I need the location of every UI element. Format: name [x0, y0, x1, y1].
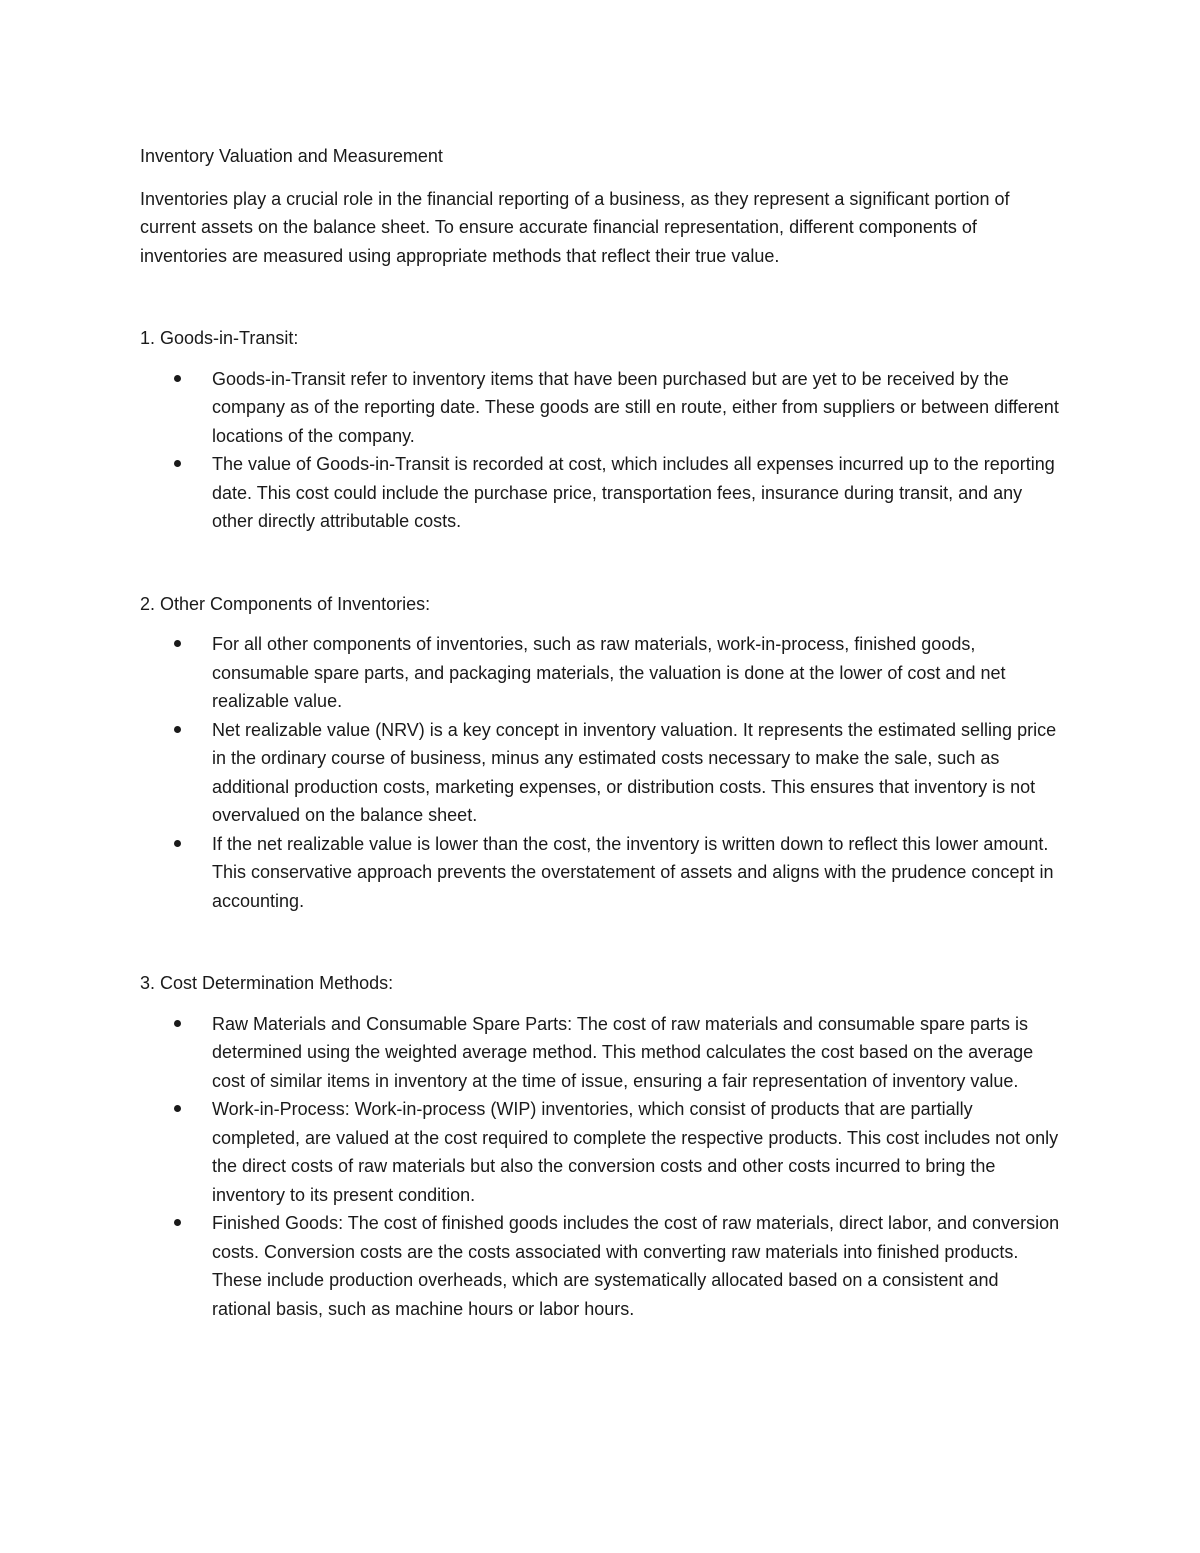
list-item: [212, 830, 1060, 916]
section-goods-in-transit: [140, 324, 1060, 536]
list-item-text: Goods-in-Transit refer to inventory items that have been purchased but are yet to be received by the company as of the reporting date. These goods are still en route, either from suppliers or between different locations of the company.: [212, 368, 1059, 446]
list-item: [212, 450, 1060, 536]
list-item: [212, 365, 1060, 451]
list-item-text: Net realizable value (NRV) is a key concept in inventory valuation. It represents the estimated selling price in the ordinary course of business, minus any estimated costs necessary to make the sale, such as additional production costs, marketing expenses, or distribution costs. This ensures that inventory is not overvalued on the balance sheet.: [212, 719, 1057, 825]
bullet-icon: [174, 1219, 181, 1226]
bullet-icon: [174, 375, 181, 382]
document-title: Inventory Valuation and Measurement: [140, 146, 443, 166]
list-item-text: Work-in-Process: Work-in-process (WIP) inventories, which consist of products that are partially completed, are valued at the cost required to complete the respective products. This cost includes not only the direct costs of raw materials but also the conversion costs and other costs incurred to bring the inventory to its present condition.: [212, 1099, 1059, 1205]
intro-paragraph: Inventories play a crucial role in the financial reporting of a business, as they represent a significant portion of current assets on the balance sheet. To ensure accurate financial representation, different components of inventories are measured using appropriate methods that reflect their true value.: [140, 188, 1010, 266]
list-item-text: Raw Materials and Consumable Spare Parts: The cost of raw materials and consumable spare parts is determined using the weighted average method. This method calculates the cost based on the average cost of similar items in inventory at the time of issue, ensuring a fair representation of inventory value.: [212, 1013, 1034, 1091]
list-item-text: The value of Goods-in-Transit is recorded at cost, which includes all expenses incurred up to the reporting date. This cost could include the purchase price, transportation fees, insurance during transit, and any other directly attributable costs.: [212, 454, 1055, 531]
list-item-text: For all other components of inventories, such as raw materials, work-in-process, finished goods, consumable spare parts, and packaging materials, the valuation is done at the lower of cost and net realizable value.: [212, 634, 1006, 711]
bullet-list: [140, 630, 1060, 915]
bullet-list: [140, 1010, 1060, 1324]
list-item: [212, 1209, 1060, 1323]
bullet-icon: [174, 1020, 181, 1027]
bullet-icon: [174, 726, 181, 733]
section-heading: 3. Cost Determination Methods:: [140, 973, 394, 993]
list-item: [212, 630, 1060, 716]
list-item-text: Finished Goods: The cost of finished goods includes the cost of raw materials, direct labor, and conversion costs. Conversion costs are the costs associated with converting raw materials into finished products. These include production overheads, which are systematically allocated based on a consistent and rational basis, such as machine hours or labor hours.: [212, 1213, 1060, 1319]
bullet-icon: [174, 460, 181, 467]
bullet-icon: [174, 640, 181, 647]
list-item: [212, 1095, 1060, 1209]
list-item-text: If the net realizable value is lower than the cost, the inventory is written down to reflect this lower amount. This conservative approach prevents the overstatement of assets and aligns with the prudence concept in accounting.: [212, 833, 1054, 911]
list-item: [212, 1010, 1060, 1096]
bullet-icon: [174, 840, 181, 847]
section-cost-determination: [140, 969, 1060, 1323]
bullet-icon: [174, 1105, 181, 1112]
section-heading: 1. Goods-in-Transit:: [140, 328, 299, 348]
section-heading: 2. Other Components of Inventories:: [140, 593, 431, 614]
list-item: [212, 716, 1060, 830]
bullet-list: [140, 365, 1060, 536]
section-other-components: [140, 590, 1060, 916]
